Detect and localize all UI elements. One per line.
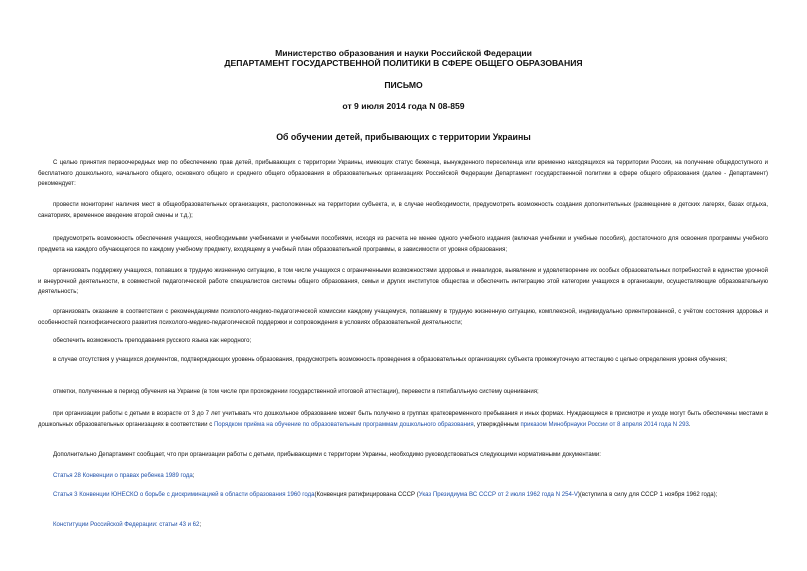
paragraph-monitoring: провести мониторинг наличия мест в общеобразовательных организациях, расположенных на территории субъекта, и, в случае необходимости, предусмотреть возможность создания дополнительных (размещение в детских лагерях, базах отдыха, санаториях, временное введение второй смены и т.д.); [38,202,768,219]
paragraph-intro: С целью принятия первоочередных мер по обеспечению прав детей, прибывающих с территории Украины, имеющих статус беженца, вынужденного переселенца или временно находящихся на территории России, на получение общедоступного и бесплатного дошкольного, начального общего, основного общего и среднего общего образования в образовательных организациях Российской Федерации Департамент государственной политики в сфере общего образования (далее - Департамент) рекомендует: [38,160,768,188]
document-date-number: от 9 июля 2014 года N 08-859 [342,101,465,111]
document-type: ПИСЬМО [384,80,423,90]
preschool-text-2: , утверждённым [473,421,521,428]
paragraph-unesco [38,490,768,501]
child-rights-convention-link[interactable]: Статья 28 Конвенции о правах ребенка 1989 года [53,473,193,479]
paragraph-psychological: организовать оказание в соответствии с рекомендациями психолого-медико-педагогической комиссии каждому учащемуся, попавшему в трудную жизненную ситуацию, комплексной, индивидуально ориентированной, с учётом состояния здоровья и особенностей психофизического развития психолого-медико-педагогической поддержки и сопровождения в условиях образовательной деятельности; [38,309,768,326]
constitution-link[interactable]: Конституции Российской Федерации: статьи 43 и 62 [53,522,200,528]
paragraph-textbooks: предусмотреть возможность обеспечения учащихся, необходимыми учебниками и учебными пособиями, исходя из расчета не менее одного учебного издания (включая учебники и учебные пособия), достаточного для освоения программы учебного предмета на каждого обучающегося по каждому учебному предмету, входящему в учебный план образовательной программы, в зависимости от уровня образования; [38,236,768,253]
paragraph-support: организовать поддержку учащихся, попавших в трудную жизненную ситуацию, в том числе учащихся с ограниченными возможностями здоровья и инвалидов, выявление и удовлетворение их особых образовательных потребностей в единстве урочной и внеурочной деятельности, в совместной педагогической работе специалистов системы общего образования, семьи и других институтов общества и обеспечить интеграцию этой категории учащихся в организации, осуществляющие образовательную деятельность; [38,268,768,296]
paragraph-regulations-intro: Дополнительно Департамент сообщает, что при организации работы с детьми, прибывающими с территории Украины, необходимо руководствоваться следующими нормативными документами: [53,452,601,458]
unesco-text-1: (Конвенция ратифицирована СССР ( [314,492,419,498]
ministry-order-link[interactable]: приказом Минобрнауки России от 8 апреля 2014 года N 293 [520,421,689,428]
paragraph-preschool [38,409,768,430]
document-title: Об обучении детей, прибывающих с территории Украины [276,132,531,142]
ministry-heading: Министерство образования и науки Российской Федерации [275,48,532,58]
department-heading: ДЕПАРТАМЕНТ ГОСУДАРСТВЕННОЙ ПОЛИТИКИ В СФЕРЕ ОБЩЕГО ОБРАЗОВАНИЯ [224,58,583,68]
constitution-suffix: ; [199,522,202,528]
paragraph-constitution [38,520,768,531]
paragraph-attestation: в случае отсутствия у учащихся документов, подтверждающих уровень образования, предусмотреть возможность проведения в образовательных организациях субъекта промежуточную аттестацию с целью определения уровня обучения; [53,357,727,363]
child-rights-suffix: ; [192,473,195,479]
paragraph-child-rights [38,471,768,482]
ussr-decree-link[interactable]: Указ Президиума ВС СССР от 2 июля 1962 года N 254-V [418,492,578,498]
unesco-text-2: )(вступила в силу для СССР 1 ноября 1962 года); [577,492,718,498]
paragraph-russian-language: обеспечить возможность преподавания русского языка как неродного; [53,338,252,344]
preschool-text-1: при организации работы с детьми в возрасте от 3 до 7 лет учитывать что дошкольное образование может быть получено в группах кратковременного пребывания и иных формах. Нуждающиеся в присмотре и уходе могут быть обеспечены местами в дошкольных образовательных организациях в соответствии с [38,411,768,428]
admission-procedure-link[interactable]: Порядком приёма на обучение по образовательным программам дошкольного образования [213,421,474,428]
preschool-text-3: . [688,421,691,428]
unesco-convention-link[interactable]: Статья 3 Конвенции ЮНЕСКО о борьбе с дискриминацией в области образования 1960 года [53,492,315,498]
paragraph-grades: отметки, полученные в период обучения на Украине (в том числе при прохождении государственной итоговой аттестации), перевести в пятибалльную систему оценивания; [53,389,539,395]
